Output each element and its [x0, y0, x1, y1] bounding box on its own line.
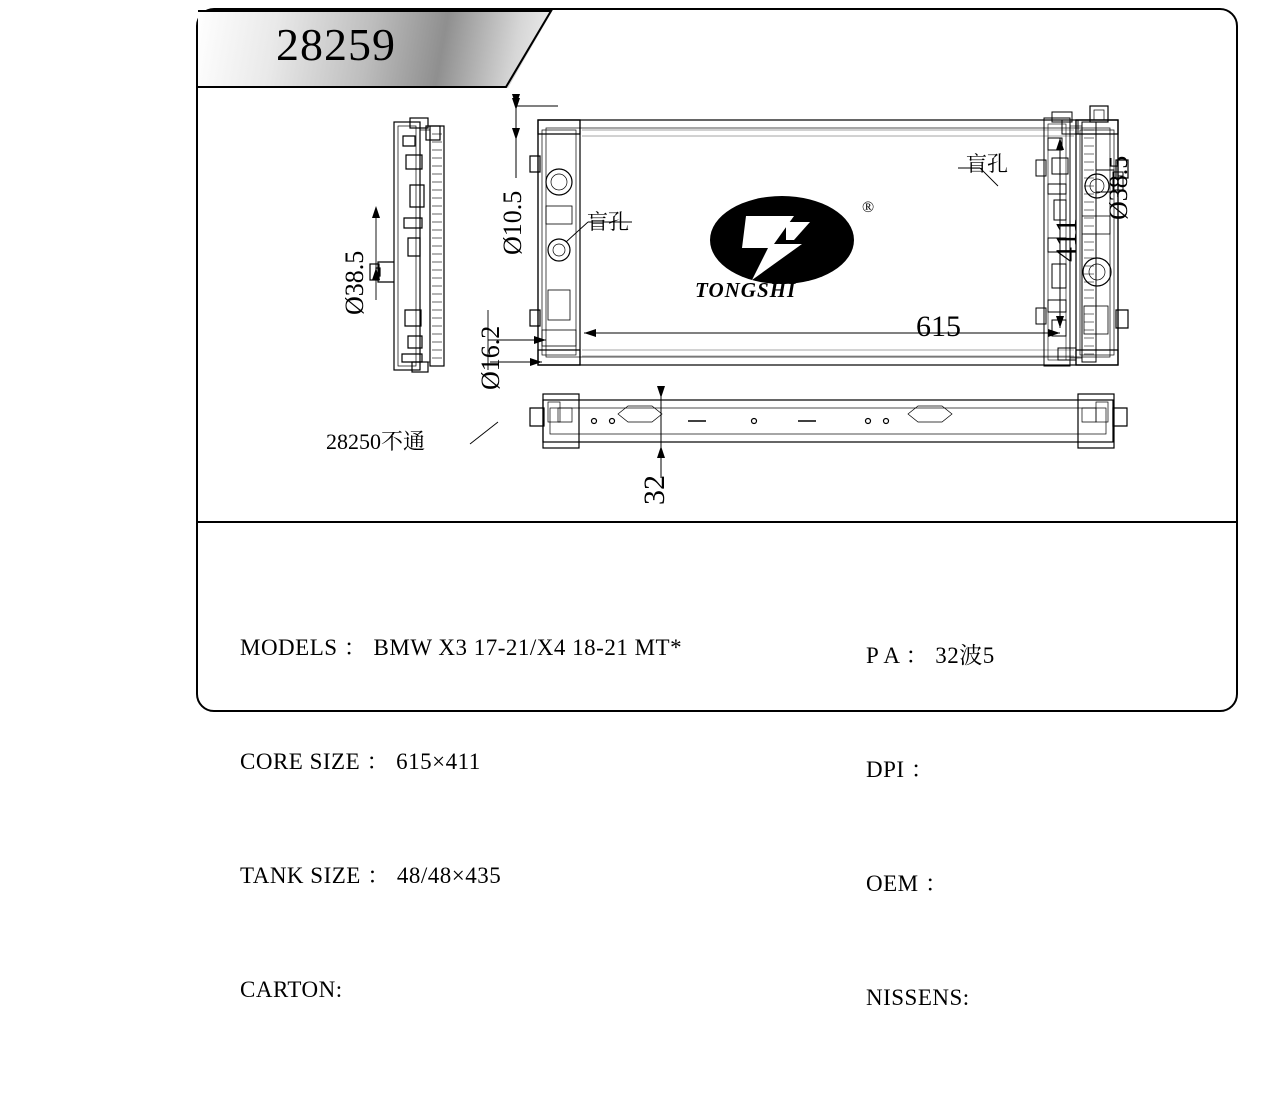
spec-dpi: DPI ：: [866, 757, 935, 782]
dimension-right-neck: Ø38.5: [1104, 155, 1133, 220]
svg-text:®: ®: [862, 199, 875, 216]
dimension-left-neck: Ø38.5: [340, 250, 369, 315]
spec-core-size: CORE SIZE ： 615×411: [240, 749, 481, 774]
right-side-view: [1208, 122, 1232, 370]
note-blind-hole-left: 盲孔: [587, 210, 629, 234]
spec-nissens: NISSENS:: [866, 985, 970, 1010]
spec-oem: OEM ：: [866, 871, 949, 896]
spec-block: [198, 521, 1236, 1010]
part-number-tab: [198, 10, 553, 88]
spec-right-column: [866, 561, 995, 1093]
brand-name: TONGSHI: [695, 278, 797, 302]
spec-left-column: [240, 553, 682, 1085]
spec-carton: CARTON:: [240, 977, 343, 1002]
dimension-inlet-bottom: Ø16.2: [476, 325, 505, 390]
spec-models: MODELS ： BMW X3 17-21/X4 18-21 MT*: [240, 635, 683, 660]
left-side-view: [370, 118, 444, 372]
top-view: [530, 394, 1127, 448]
note-blind-hole-right: 盲孔: [966, 152, 1008, 176]
part-number: 28259: [276, 19, 396, 70]
dimension-core-thickness: 32: [638, 475, 671, 505]
drawing-sheet: [196, 8, 1238, 1010]
spec-pa: P A ： 32波5: [866, 643, 995, 668]
spec-tank-size: TANK SIZE ： 48/48×435: [240, 863, 502, 888]
dimension-front-height: 411: [1050, 218, 1083, 262]
dimension-front-width: 615: [916, 310, 961, 343]
note-blocked-passage: 28250不通: [326, 429, 426, 454]
dimension-inlet-top: Ø10.5: [498, 190, 527, 255]
